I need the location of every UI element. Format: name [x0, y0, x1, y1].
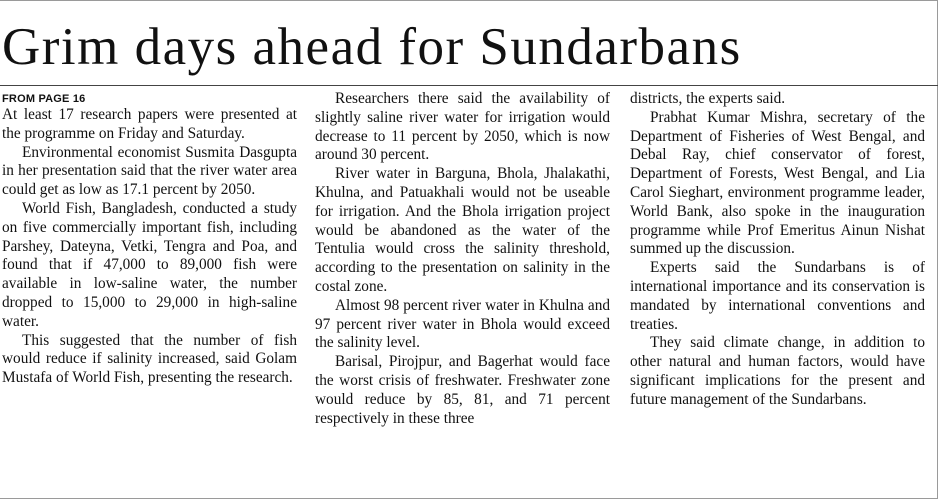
paragraph: Prabhat Kumar Mishra, secretary of the Department of Fisheries of West Bengal, and Debal Ray, chief conservator of forest, Department of Forests, West Bengal, and Lia Carol Sieghart, environment programme leader, World Bank, also spoke in the inauguration programme while Prof Emeritus Ainun Nishat summed up the discussion.: [630, 108, 925, 258]
paragraph: Barisal, Pirojpur, and Bagerhat would face the worst crisis of freshwater. Freshwater zone would reduce by 85, 81, and 71 percent respectively in these three: [315, 353, 610, 427]
paragraph: Researchers there said the availability of slightly saline river water for irrigation would decrease to 11 percent by 2050, which is now around 30 percent.: [315, 90, 610, 164]
column-2: [315, 90, 610, 428]
paragraph: River water in Barguna, Bhola, Jhalakathi, Khulna, and Patuakhali would not be useable for irrigation. And the Bhola irrigation project would be abandoned as the water of the Tentulia would cross the salinity threshold, according to the presentation on salinity in the costal zone.: [315, 165, 610, 295]
continued-from-label: FROM PAGE 16: [2, 93, 86, 105]
paragraph: Environmental economist Susmita Dasgupta in her presentation said that the river water area could get as low as 17.1 percent by 2050.: [2, 143, 297, 199]
column-1: [2, 90, 297, 388]
paragraph: At least 17 research papers were presented at the programme on Friday and Saturday.: [2, 106, 297, 142]
paragraph: World Fish, Bangladesh, conducted a study on five commercially important fish, including Parshey, Dateyna, Vetki, Tengra and Poa, and found that if 47,000 to 89,000 fish were available in low-saline water, the number dropped to 15,000 to 29,000 in high-saline water.: [2, 199, 297, 330]
headline-rule: [0, 85, 938, 86]
headline: Grim days ahead for Sundarbans: [2, 18, 742, 76]
column-3: [630, 90, 925, 410]
paragraph: districts, the experts said.: [630, 90, 786, 107]
paragraph: They said climate change, in addition to other natural and human factors, would have significant implications for the present and future management of the Sundarbans.: [630, 334, 925, 408]
paragraph: Experts said the Sundarbans is of international importance and its conservation is mandated by international conventions and treaties.: [630, 259, 925, 333]
paragraph: Almost 98 percent river water in Khulna and 97 percent river water in Bhola would exceed the salinity level.: [315, 296, 610, 352]
paragraph: This suggested that the number of fish would reduce if salinity increased, said Golam Mustafa of World Fish, presenting the research.: [2, 331, 297, 387]
